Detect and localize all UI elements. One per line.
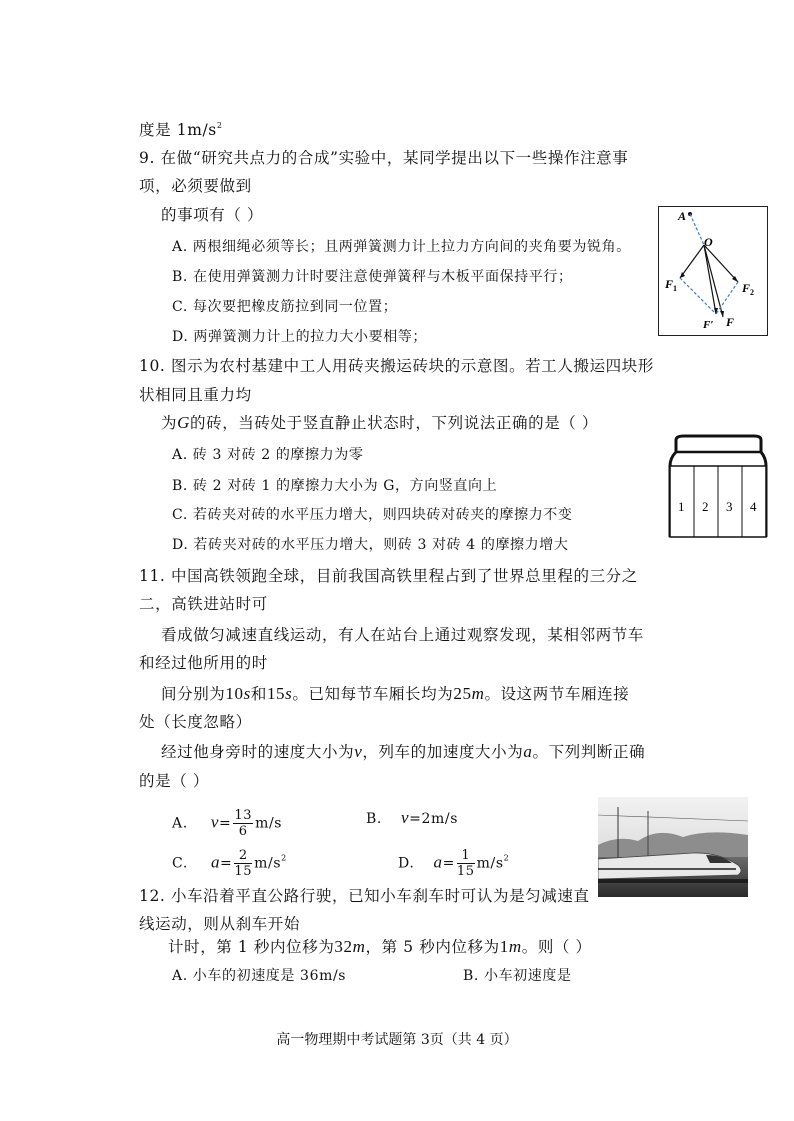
high-speed-train-photo — [598, 797, 748, 897]
question-11-text: 间分别为10s和15s。已知每节车厢长均为25m。设这两节车厢连接 — [161, 684, 630, 703]
option-11d: D. a= $\frac{1}{15}$ $m/s^2$ — [398, 848, 510, 879]
option-9a: A. 两根细绳必须等长；且两弹簧测力计上拉力方向间的夹角要为锐角。 — [172, 239, 631, 255]
text-line: 度是 $1m/s^2$ — [139, 121, 223, 139]
question-11-text: 经过他身旁时的速度大小为v，列车的加速度大小为a。下列判断正确 — [161, 742, 646, 761]
figure-frame — [659, 207, 768, 336]
option-12a: A. 小车的初速度是 36m/s — [172, 968, 347, 984]
option-11a: A. v= $\frac{13}{6}$ m/s — [172, 808, 283, 839]
label-f: F — [726, 315, 735, 329]
brick-label-3: 3 — [726, 499, 733, 514]
question-11-text: 处（长度忽略） — [139, 713, 252, 731]
brick-clamp-figure — [662, 432, 772, 542]
question-10-text: 10. 图示为农村基建中工人用砖夹搬运砖块的示意图。若工人搬运四块形 — [139, 357, 654, 375]
question-11-text: 11. 中国高铁领跑全球，目前我国高铁里程占到了世界总里程的三分之 — [139, 567, 638, 585]
question-10-text: 为G的砖，当砖处于竖直静止状态时，下列说法正确的是（ ） — [161, 413, 599, 432]
question-12-text: 计时，第 1 秒内位移为32m，第 5 秒内位移为1m。则（ ） — [168, 937, 592, 956]
label-f-prime: F′ — [703, 319, 714, 331]
option-10c: C. 若砖夹对砖的水平压力增大，则四块砖对砖夹的摩擦力不变 — [172, 507, 573, 523]
question-11-text: 和经过他所用的时 — [139, 654, 268, 672]
question-12-text: 线运动，则从刹车开始 — [139, 915, 301, 933]
label-o: O — [704, 235, 713, 249]
option-9c: C. 每次要把橡皮筋拉到同一位置； — [172, 299, 398, 315]
question-11-text: 看成做匀减速直线运动，有人在站台上通过观察发现，某相邻两节车 — [161, 626, 645, 644]
label-f1: $F_1$ — [665, 277, 678, 293]
question-9-text: 9. 在做“研究共点力的合成”实验中，某同学提出以下一些操作注意事 — [139, 149, 629, 167]
question-9-text: 项，必须要做到 — [139, 177, 252, 195]
question-11-text: 二，高铁进站时可 — [139, 595, 268, 613]
label-f2: $F_2$ — [742, 281, 755, 297]
option-9b: B. 在使用弹簧测力计时要注意使弹簧秤与木板平面保持平行； — [172, 269, 573, 285]
brick-label-4: 4 — [750, 499, 757, 514]
brick-label-1: 1 — [678, 499, 685, 514]
option-11c: C. a= $\frac{2}{15}$ $m/s^2$ — [172, 848, 287, 879]
option-10b: B. 砖 2 对砖 1 的摩擦力大小为 G，方向竖直向上 — [172, 478, 498, 494]
option-9d: D. 两弹簧测力计上的拉力大小要相等； — [172, 329, 428, 345]
label-a: A — [678, 209, 687, 223]
option-11b: B. v=2m/s — [366, 808, 458, 827]
question-9-text: 的事项有（ ） — [161, 206, 264, 224]
force-parallelogram-figure — [658, 206, 768, 336]
question-10-text: 状相同且重力均 — [139, 386, 252, 404]
page-footer: 高一物理期中考试题第 3页（共 4 页） — [276, 1032, 518, 1048]
option-10a: A. 砖 3 对砖 2 的摩擦力为零 — [172, 447, 364, 463]
rail-track — [598, 879, 748, 883]
option-10d: D. 若砖夹对砖的水平压力增大，则砖 3 对砖 4 的摩擦力增大 — [172, 537, 569, 553]
question-11-text: 的是（ ） — [139, 772, 209, 790]
option-12b: B. 小车初速度是 — [463, 968, 572, 984]
brick-label-2: 2 — [702, 499, 709, 514]
question-12-text: 12. 小车沿着平直公路行驶，已知小车刹车时可认为是匀减速直 — [139, 887, 590, 905]
